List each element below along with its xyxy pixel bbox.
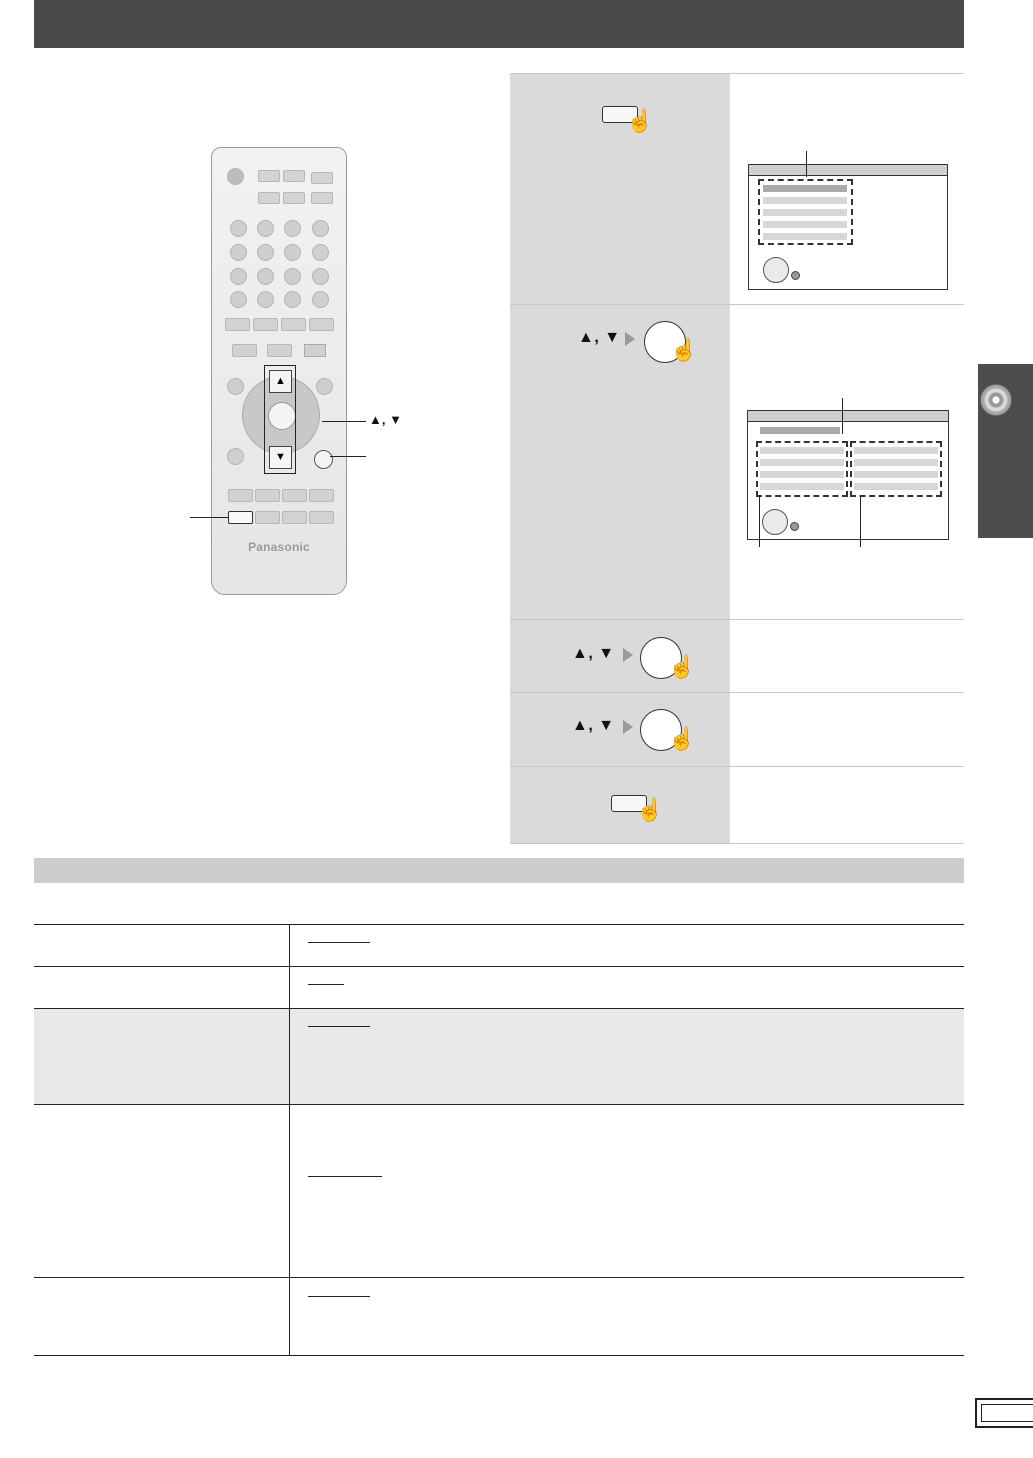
remote-key	[227, 378, 244, 395]
volume-down-key	[312, 291, 329, 308]
number-key	[230, 220, 247, 237]
number-key	[230, 244, 247, 261]
title-bar	[34, 0, 964, 48]
step-2-content	[730, 305, 964, 619]
remote-key	[283, 192, 305, 204]
table-rule	[34, 1355, 964, 1356]
function-key	[282, 511, 307, 524]
step-1-content	[730, 74, 964, 304]
table-column-divider	[289, 924, 290, 1355]
setup-key	[228, 511, 253, 524]
callout-line	[759, 495, 760, 547]
number-key	[312, 244, 329, 261]
step-divider	[510, 843, 964, 844]
number-key	[257, 291, 274, 308]
number-key	[284, 244, 301, 261]
table-rule	[34, 1104, 964, 1105]
function-key	[309, 489, 334, 502]
callout-line	[190, 517, 228, 518]
step-4-panel	[510, 693, 730, 766]
down-arrow-icon: ▼	[269, 446, 292, 469]
number-key	[284, 291, 301, 308]
cursor-arrow-icon	[623, 720, 633, 734]
skip-back-key	[225, 318, 250, 331]
remote-key	[316, 378, 333, 395]
number-key	[284, 220, 301, 237]
up-arrow-icon: ▲	[269, 370, 292, 393]
default-underline	[308, 984, 344, 985]
cursor-arrows: ▲, ▼	[572, 645, 615, 662]
number-key	[312, 220, 329, 237]
function-key	[228, 489, 253, 502]
callout-line	[842, 398, 843, 434]
brand-logo: Panasonic	[248, 540, 310, 554]
hand-pointer-icon: ☝	[670, 337, 698, 362]
number-key	[257, 244, 274, 261]
skip-forward-key	[253, 318, 278, 331]
return-key	[314, 450, 333, 469]
default-underline	[308, 942, 370, 943]
cursor-arrow-icon	[625, 332, 635, 346]
hand-pointer-icon: ☝	[626, 108, 654, 133]
remote-control	[211, 147, 347, 595]
callout-arrows-label: ▲, ▼	[369, 412, 402, 427]
number-key	[230, 268, 247, 285]
function-key	[255, 489, 280, 502]
default-underline	[308, 1176, 382, 1177]
number-key	[284, 268, 301, 285]
step-5-panel	[510, 767, 730, 843]
number-key	[257, 268, 274, 285]
table-rule	[34, 1008, 964, 1009]
cursor-arrows: ▲, ▼	[572, 717, 615, 734]
pause-key	[267, 344, 292, 357]
function-key	[309, 511, 334, 524]
table-rule	[34, 966, 964, 967]
callout-line	[860, 495, 861, 547]
stop-key	[232, 344, 257, 357]
play-key	[304, 344, 326, 357]
step-3-panel	[510, 620, 730, 692]
highlighted-cursor-keys	[264, 365, 296, 474]
remote-key	[311, 192, 333, 204]
fast-forward-key	[309, 318, 334, 331]
remote-key	[258, 170, 280, 182]
function-key	[255, 511, 280, 524]
power-button	[227, 168, 244, 185]
remote-key	[258, 192, 280, 204]
default-underline	[308, 1026, 370, 1027]
volume-up-key	[312, 268, 329, 285]
number-key	[257, 220, 274, 237]
callout-line	[330, 456, 366, 457]
number-key	[230, 291, 247, 308]
hand-pointer-icon: ☝	[636, 797, 664, 822]
callout-line	[806, 151, 807, 177]
setup-menu-screen	[748, 164, 948, 290]
table-rule	[34, 1277, 964, 1278]
callout-line	[322, 421, 366, 422]
default-underline	[308, 1296, 370, 1297]
shaded-row	[34, 1008, 964, 1104]
remote-key	[227, 448, 244, 465]
disc-icon	[980, 384, 1012, 416]
step-1-panel	[510, 74, 730, 304]
cursor-arrow-icon	[623, 648, 633, 662]
rewind-key	[281, 318, 306, 331]
submenu-screen	[747, 410, 949, 540]
remote-key	[283, 170, 305, 182]
cursor-arrows: ▲, ▼	[578, 329, 621, 346]
hand-pointer-icon: ☝	[668, 654, 696, 679]
table-rule	[34, 924, 964, 925]
remote-key	[311, 172, 333, 184]
function-key	[282, 489, 307, 502]
step-2-panel	[510, 305, 730, 619]
hand-pointer-icon: ☝	[668, 726, 696, 751]
section-heading-bar	[34, 858, 964, 883]
page-number-box	[975, 1398, 1033, 1428]
